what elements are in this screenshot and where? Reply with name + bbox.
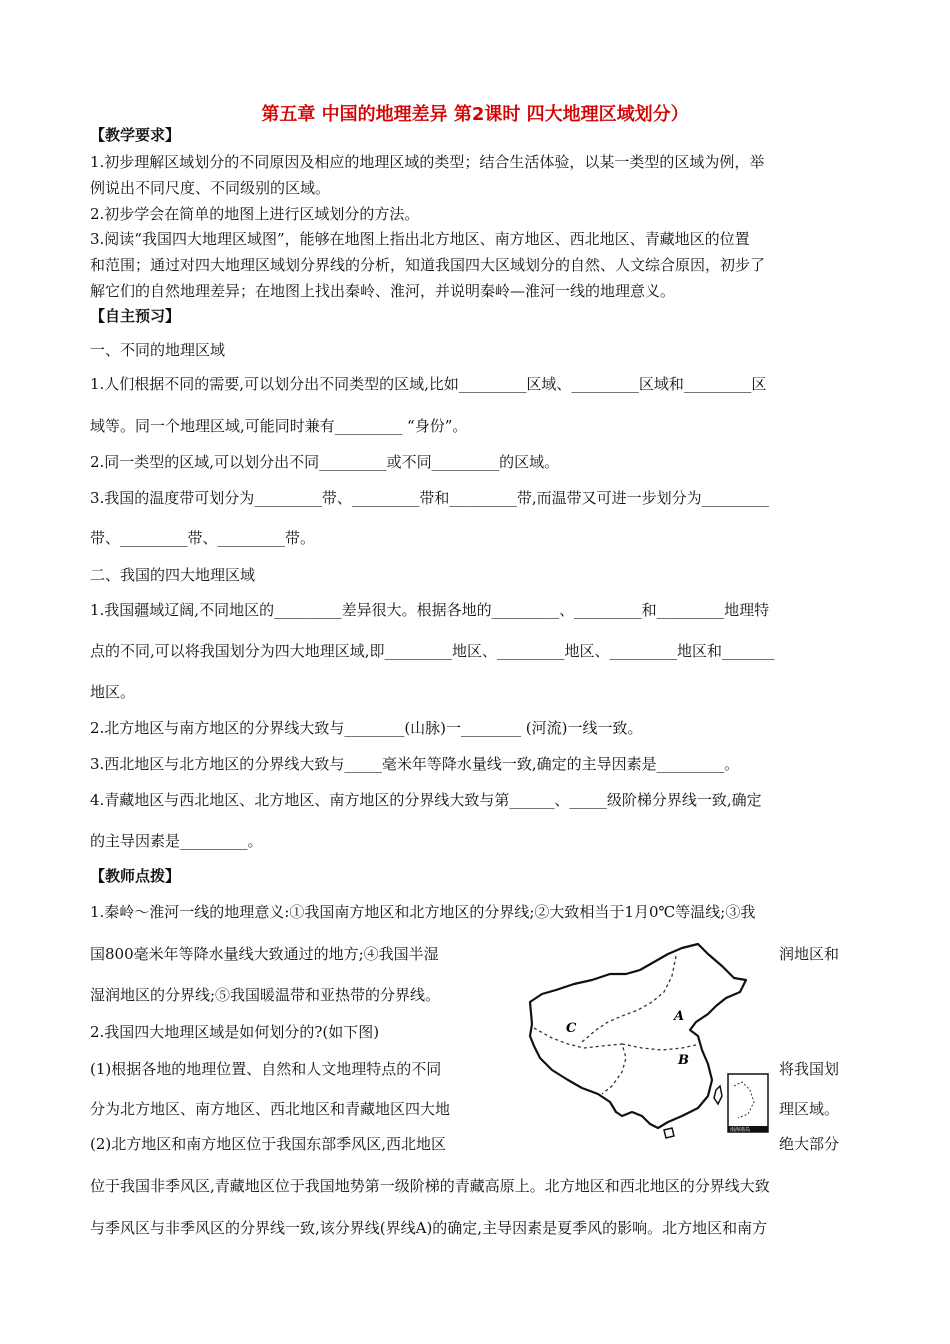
teacher-point-1-line-2-left: 国800毫米年等降水量线大致通过的地方;④我国半湿 [90,945,439,963]
taiwan-island [714,1086,722,1104]
china-outline [530,944,746,1128]
requirement-2: 2.初步学会在简单的地图上进行区域划分的方法。 [90,205,420,223]
section-heading-teacher: 【教师点拨】 [90,867,181,885]
question-1-1-line-1: 1.人们根据不同的需要,可以划分出不同类型的区域,比如_________区域、_________区域和_________区 [90,375,767,393]
boundary-line-c [534,1028,626,1094]
requirement-3-line-1: 3.阅读“我国四大地理区域图”，能够在地图上指出北方地区、南方地区、西北地区、青藏地区的位置 [90,230,750,248]
teacher-point-2-1b-right: 理区域。 [779,1100,840,1118]
china-regions-map [522,940,778,1148]
teacher-point-1-line-3: 湿润地区的分界线;⑤我国暖温带和亚热带的分界线。 [90,986,441,1004]
question-2-1-line-1: 1.我国疆域辽阔,不同地区的_________差异很大。根据各地的_________、_________和_________地理特 [90,601,770,619]
question-2-3: 3.西北地区与北方地区的分界线大致与_____毫米年等降水量线一致,确定的主导因素是_________。 [90,755,740,773]
map-label-a: A [674,1009,685,1024]
part-heading-1: 一、不同的地理区域 [90,341,226,359]
section-heading-requirements: 【教学要求】 [90,126,181,144]
question-2-4-line-2: 的主导因素是_________。 [90,832,263,850]
map-label-b: B [678,1053,689,1068]
section-heading-preview: 【自主预习】 [90,307,181,325]
boundary-line-a [582,956,676,1042]
hainan-island [664,1128,674,1138]
inset-caption: 南海诸岛 [730,1127,751,1133]
page-title: 第五章 中国的地理差异 第2课时 四大地理区域划分） [261,104,689,125]
question-1-1-line-2: 域等。同一个地理区域,可能同时兼有_________ “身份”。 [90,417,468,435]
teacher-point-2-2-left: (2)北方地区和南方地区位于我国东部季风区,西北地区 [90,1135,447,1153]
map-label-c: C [566,1021,577,1036]
question-1-3-line-2: 带、_________带、_________带。 [90,529,316,547]
teacher-point-2-2-line-3: 与季风区与非季风区的分界线一致,该分界线(界线A)的确定,主导因素是夏季风的影响。北方地区和南方 [90,1219,768,1237]
question-1-3-line-1: 3.我国的温度带可划分为_________带、_________带和_________带,而温带又可进一步划分为_________ [90,489,770,507]
question-2-2: 2.北方地区与南方地区的分界线大致与________(山脉)一________ (河流)一线一致。 [90,719,643,737]
teacher-point-1-line-1: 1.秦岭～淮河一线的地理意义:①我国南方地区和北方地区的分界线;②大致相当于1月0℃等温线;③我 [90,903,756,921]
requirement-3-line-3: 解它们的自然地理差异；在地图上找出秦岭、淮河，并说明秦岭—淮河一线的地理意义。 [90,282,676,300]
requirement-1-line-2: 例说出不同尺度、不同级别的区域。 [90,179,331,197]
question-2-1-line-2: 点的不同,可以将我国划分为四大地理区域,即_________地区、_________地区、_________地区和_______ [90,642,775,660]
south-china-sea-inset-frame [728,1074,768,1132]
teacher-point-2-1-left: (1)根据各地的地理位置、自然和人文地理特点的不同 [90,1060,442,1078]
teacher-point-2-1-right: 将我国划 [779,1060,840,1078]
teacher-point-1-line-2-right: 润地区和 [779,945,840,963]
teacher-point-2: 2.我国四大地理区域是如何划分的?(如下图) [90,1023,380,1041]
question-2-4-line-1: 4.青藏地区与西北地区、北方地区、南方地区的分界线大致与第______、_____级阶梯分界线一致,确定 [90,791,762,809]
requirement-3-line-2: 和范围；通过对四大地理区域划分界线的分析，知道我国四大区域划分的自然、人文综合原因，初步了 [90,256,766,274]
question-1-2: 2.同一类型的区域,可以划分出不同_________或不同_________的区域。 [90,453,560,471]
boundary-line-b [622,1044,700,1050]
requirement-1-line-1: 1.初步理解区域划分的不同原因及相应的地理区域的类型；结合生活体验，以某一类型的区域为例，举 [90,153,765,171]
china-map-svg [522,940,778,1148]
part-heading-2: 二、我国的四大地理区域 [90,566,256,584]
teacher-point-2-2-right: 绝大部分 [779,1135,840,1153]
question-2-1-line-3: 地区。 [90,683,136,701]
teacher-point-2-1b-left: 分为北方地区、南方地区、西北地区和青藏地区四大地 [90,1100,451,1118]
teacher-point-2-2-line-2: 位于我国非季风区,青藏地区位于我国地势第一级阶梯的青藏高原上。北方地区和西北地区的分界线大致 [90,1177,770,1195]
